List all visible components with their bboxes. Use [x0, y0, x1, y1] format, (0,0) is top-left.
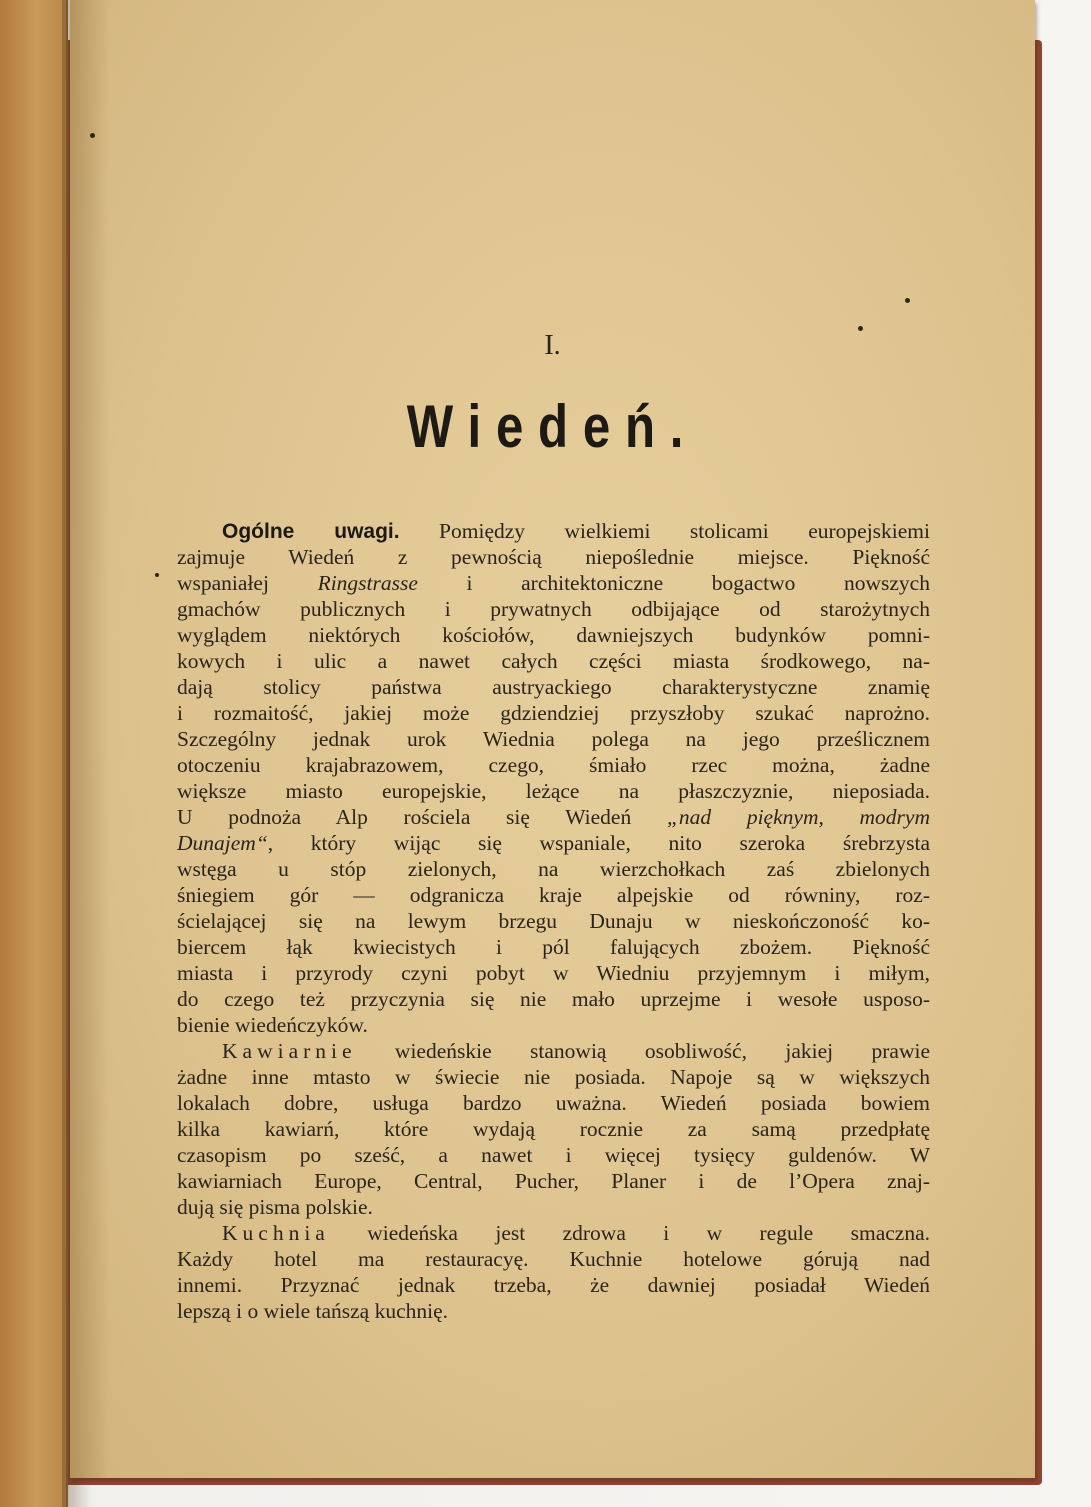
line-text: Szczególny jednak urok Wiednia polega na jego prześlicznem — [177, 727, 930, 751]
text-line — [177, 1038, 930, 1064]
line-text: kilka kawiarń, które wydają rocznie za samą przedpłatę — [177, 1117, 930, 1141]
chapter-title: Wiedeń. — [406, 393, 699, 460]
line-text: dają stolicy państwa austryackiego charakterystyczne znamię — [177, 675, 930, 699]
text-line — [177, 1194, 930, 1220]
italic-text: Dunajem“ — [177, 831, 268, 855]
paper-speck — [858, 326, 863, 331]
line-text: Pomiędzy wielkiemi stolicami europejskiemi — [439, 519, 930, 543]
line-text: , który wijąc się wspaniale, nito szeroka śrebrzysta — [267, 831, 930, 855]
text-line — [177, 1298, 930, 1324]
line-text: otoczeniu krajabrazowem, czego, śmiało rzec można, żadne — [177, 753, 930, 777]
line-text: i architektoniczne bogactwo nowszych — [417, 571, 930, 595]
text-line — [177, 986, 930, 1012]
line-text: kawiarniach Europe, Central, Pucher, Planer i de l’Opera znaj- — [177, 1169, 930, 1193]
text-line — [177, 1272, 930, 1298]
text-line — [177, 830, 930, 856]
left-page-edge — [0, 0, 68, 1507]
text-line — [177, 1168, 930, 1194]
line-text: wspaniałej — [177, 571, 318, 595]
text-line — [177, 570, 930, 596]
line-text: Każdy hotel ma restauracyę. Kuchnie hotelowe górują nad — [177, 1247, 930, 1271]
text-line — [177, 1064, 930, 1090]
italic-text: „nad pięknym, modrym — [666, 805, 930, 829]
line-text: wiedeńska jest zdrowa i w regule smaczna. — [329, 1221, 930, 1245]
paper-speck — [90, 133, 95, 138]
line-text: gmachów publicznych i prywatnych odbijające od starożytnych — [177, 597, 930, 621]
text-line — [177, 648, 930, 674]
line-text: dują się pisma polskie. — [177, 1195, 373, 1219]
line-text: kowych i ulic a nawet całych części miasta środkowego, na- — [177, 649, 930, 673]
text-line — [177, 804, 930, 830]
text-line — [177, 1142, 930, 1168]
line-text: i rozmaitość, jakiej może gdziendziej przyszłoby szukać naprożno. — [177, 701, 930, 725]
text-line — [177, 752, 930, 778]
text-line — [177, 960, 930, 986]
body-text — [177, 518, 930, 1324]
text-line — [177, 622, 930, 648]
line-text: żadne inne mtasto w świecie nie posiada. Napoje są w większych — [177, 1065, 930, 1089]
spaced-keyword: Kuchnia — [222, 1221, 330, 1245]
text-line — [177, 882, 930, 908]
text-line — [177, 1116, 930, 1142]
line-text: czasopism po sześć, a nawet i więcej tysięcy guldenów. W — [177, 1143, 930, 1167]
paper-speck — [155, 573, 159, 577]
line-text: wyglądem niektórych kościołów, dawniejszych budynków pomni- — [177, 623, 930, 647]
text-line — [177, 934, 930, 960]
line-text: śniegiem gór — odgranicza kraje alpejskie od równiny, roz- — [177, 883, 930, 907]
line-text: miasta i przyrody czyni pobyt w Wiedniu przyjemnym i miłym, — [177, 961, 930, 985]
line-text: innemi. Przyznać jednak trzeba, że dawniej posiadał Wiedeń — [177, 1273, 930, 1297]
text-line — [177, 674, 930, 700]
paper-speck — [905, 298, 910, 303]
line-text: lokalach dobre, usługa bardzo uważna. Wiedeń posiada bowiem — [177, 1091, 930, 1115]
text-line — [177, 778, 930, 804]
line-text: biercem łąk kwiecistych i pól falujących zbożem. Piękność — [177, 935, 930, 959]
line-text: bienie wiedeńczyków. — [177, 1013, 368, 1037]
line-text: zajmuje Wiedeń z pewnością niepoślednie miejsce. Piękność — [177, 545, 930, 569]
line-text: lepszą i o wiele tańszą kuchnię. — [177, 1299, 449, 1323]
line-text: do czego też przyczynia się nie mało uprzejme i wesołe usposo- — [177, 987, 930, 1011]
text-line — [177, 908, 930, 934]
italic-text: Ringstrasse — [317, 571, 418, 595]
spaced-keyword: Kawiarnie — [222, 1039, 357, 1063]
line-text: ścielającej się na lewym brzegu Dunaju w nieskończoność ko- — [177, 909, 930, 933]
text-line — [177, 544, 930, 570]
text-line — [177, 856, 930, 882]
text-line — [177, 1012, 930, 1038]
line-text: wiedeńskie stanowią osobliwość, jakiej prawie — [356, 1039, 930, 1063]
text-line — [177, 726, 930, 752]
section-heading: Ogólne uwagi. — [222, 520, 400, 543]
text-line — [177, 1090, 930, 1116]
chapter-numeral: I. — [544, 330, 561, 361]
text-line — [177, 596, 930, 622]
line-text: U podnoża Alp rościela się Wiedeń — [177, 805, 667, 829]
book-page — [70, 0, 1035, 1478]
text-line — [177, 1246, 930, 1272]
text-line — [177, 700, 930, 726]
text-line — [177, 1220, 930, 1246]
text-line — [177, 518, 930, 544]
line-text: wstęga u stóp zielonych, na wierzchołkach zaś zbielonych — [177, 857, 930, 881]
line-text: większe miasto europejskie, leżące na płaszczyznie, nieposiada. — [177, 779, 930, 803]
